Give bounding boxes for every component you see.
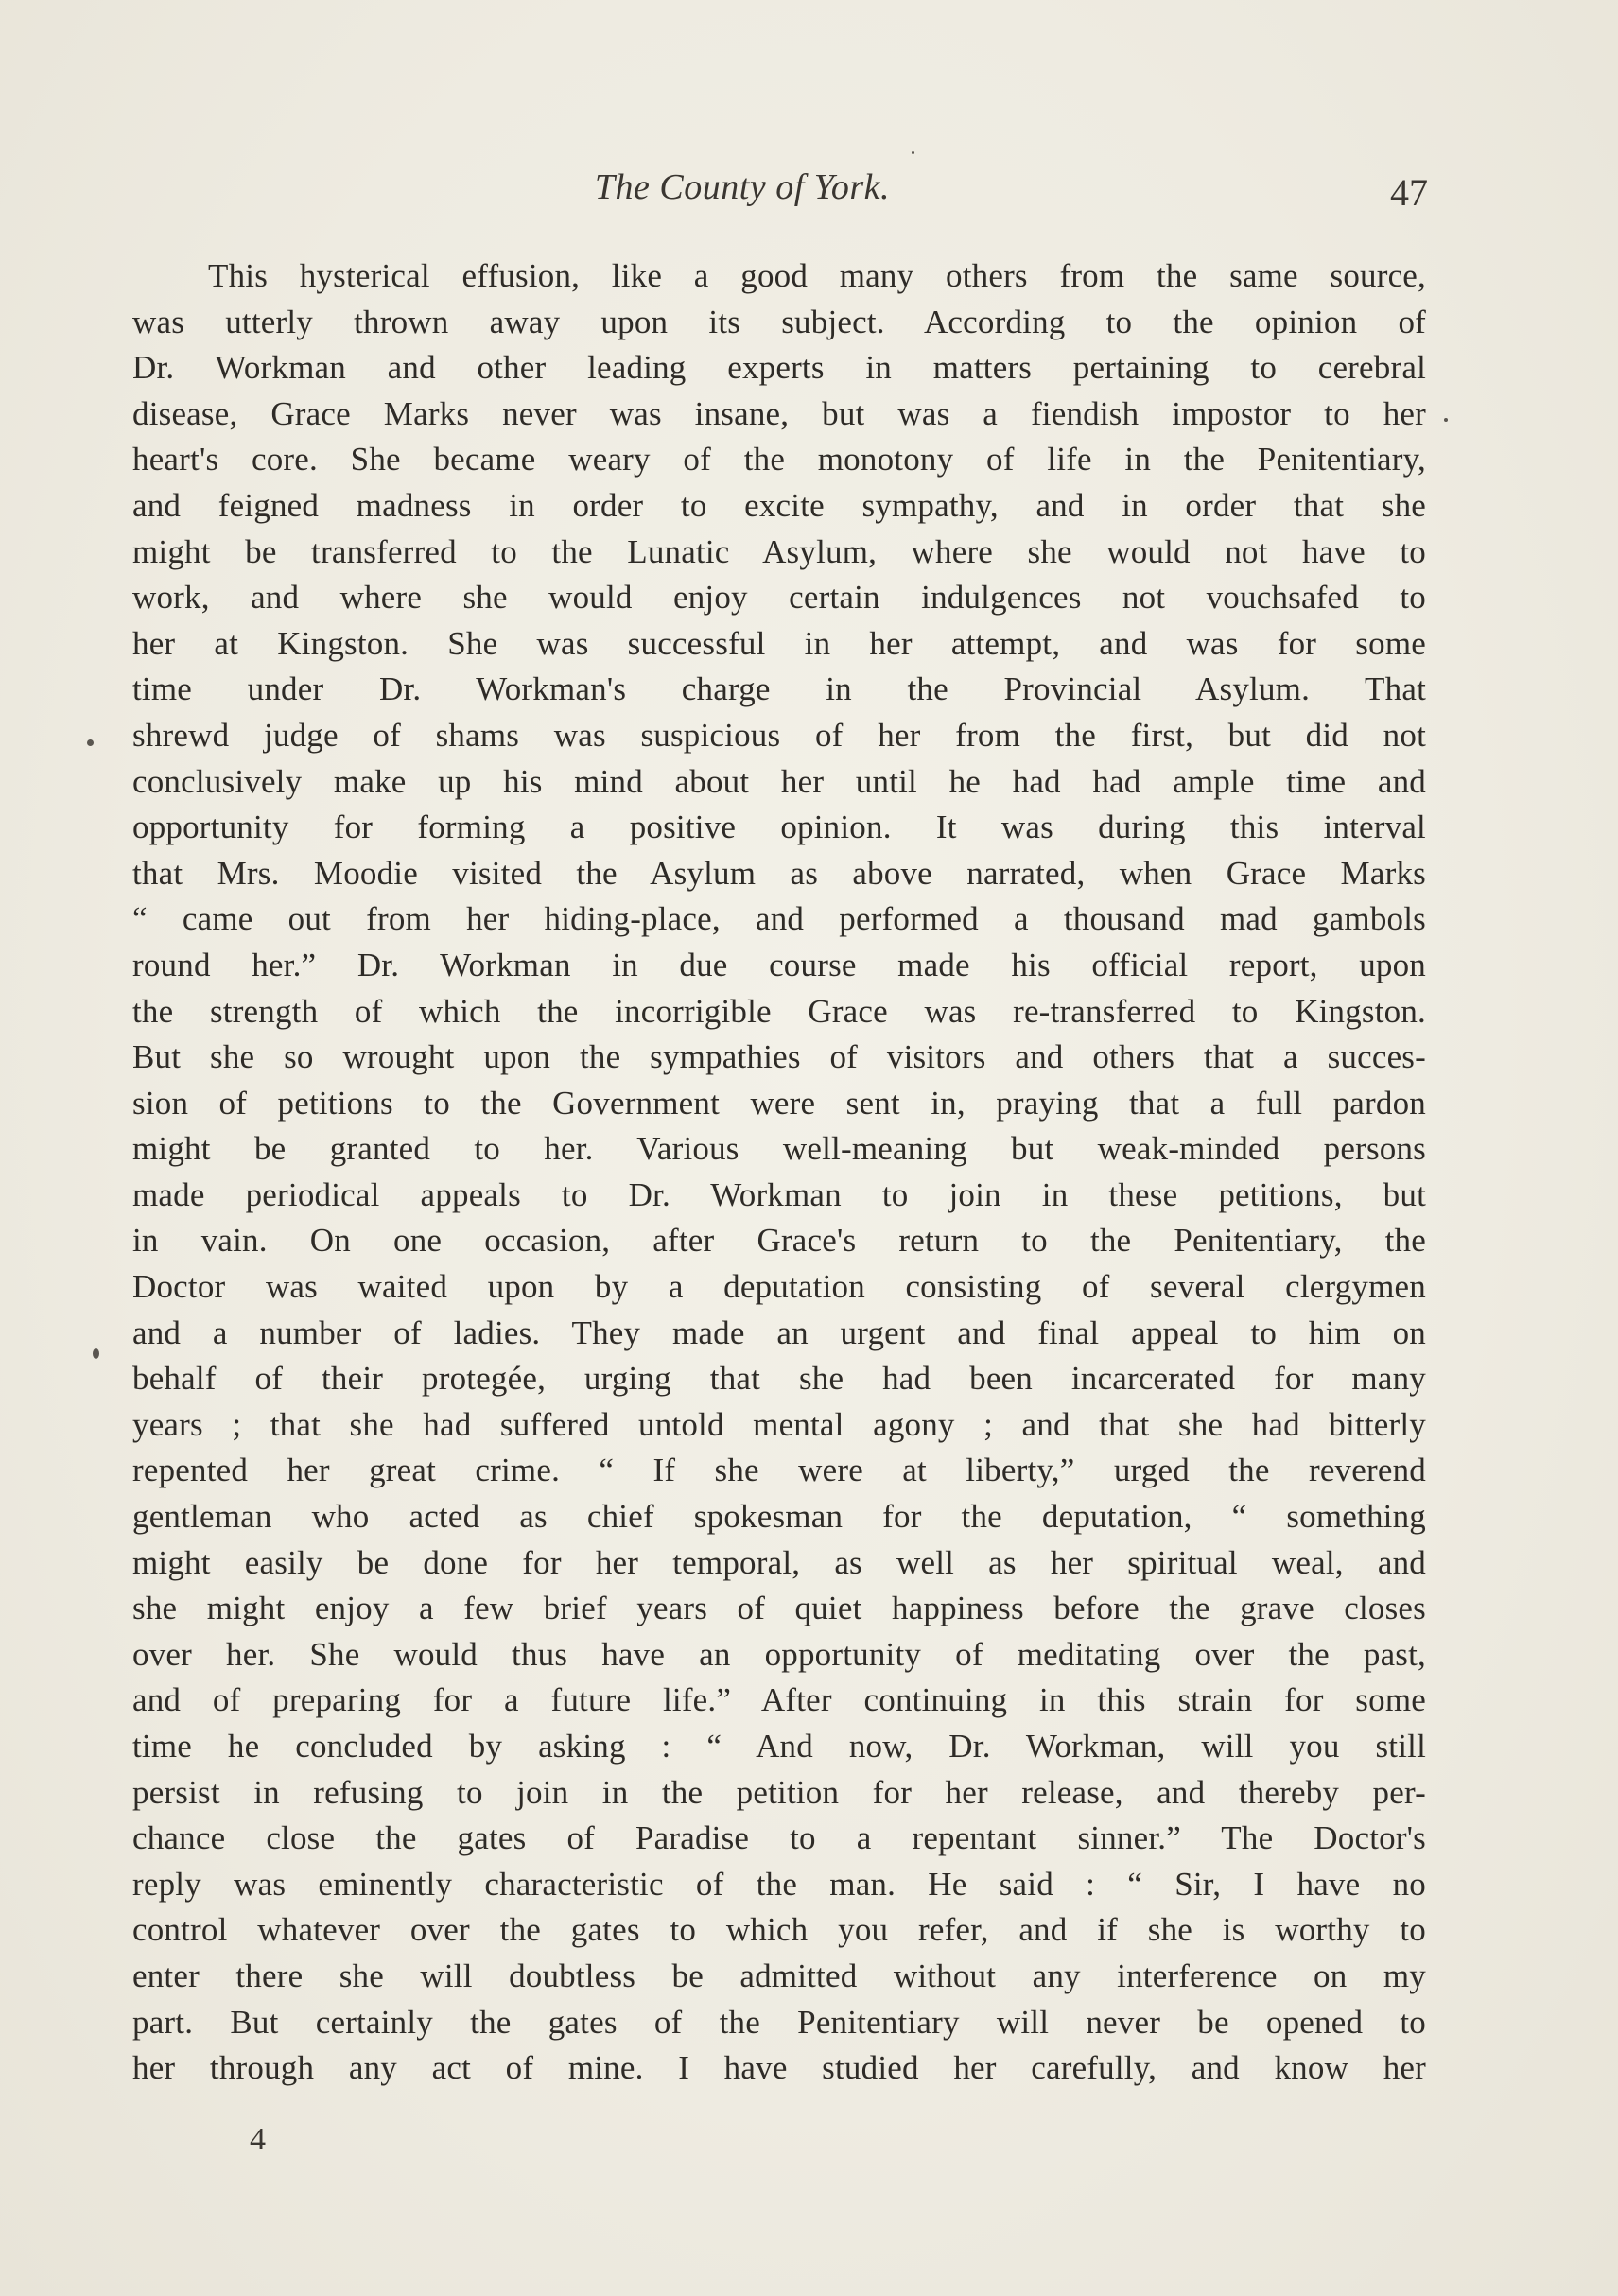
text-line: heart's core. She became weary of the monotony of life in the Penitentiary,: [132, 441, 1426, 478]
body-text: [132, 253, 1426, 2092]
text-line: time under Dr. Workman's charge in the Provincial Asylum. That: [132, 670, 1426, 708]
scan-speck: [93, 1348, 99, 1359]
text-line: gentleman who acted as chief spokesman for the deputation, “ something: [132, 1498, 1426, 1536]
text-line: her at Kingston. She was successful in her attempt, and was for some: [132, 624, 1426, 662]
text-line: sion of petitions to the Government were sent in, praying that a full pardon: [132, 1084, 1426, 1122]
text-line: Doctor was waited upon by a deputation consisting of several clergymen: [132, 1268, 1426, 1306]
text-line: But she so wrought upon the sympathies of visitors and others that a succes-: [132, 1038, 1426, 1076]
text-line: years ; that she had suffered untold mental agony ; and that she had bitterly: [132, 1405, 1426, 1443]
text-line: over her. She would thus have an opportunity of meditating over the past,: [132, 1635, 1426, 1673]
text-line: persist in refusing to join in the petition for her release, and thereby per-: [132, 1773, 1426, 1811]
text-line: might easily be done for her temporal, as well as her spiritual weal, and: [132, 1543, 1426, 1581]
text-line: that Mrs. Moodie visited the Asylum as above narrated, when Grace Marks: [132, 854, 1426, 892]
text-line: disease, Grace Marks never was insane, but was a fiendish impostor to her: [132, 394, 1426, 432]
text-line: and a number of ladies. They made an urgent and final appeal to him on: [132, 1313, 1426, 1351]
text-line: repented her great crime. “ If she were at liberty,” urged the reverend: [132, 1452, 1426, 1489]
running-title: The County of York.: [594, 167, 891, 207]
text-line: “ came out from her hiding-place, and performed a thousand mad gambols: [132, 900, 1426, 938]
text-line: might be transferred to the Lunatic Asylum, where she would not have to: [132, 532, 1426, 570]
scan-speck: [1444, 418, 1448, 422]
signature-mark: 4: [250, 2122, 266, 2157]
text-line: her through any act of mine. I have studied her carefully, and know her: [132, 2049, 1426, 2087]
text-line: made periodical appeals to Dr. Workman to join in these petitions, but: [132, 1175, 1426, 1213]
text-line: and of preparing for a future life.” After continuing in this strain for some: [132, 1681, 1426, 1719]
text-line: This hysterical effusion, like a good many others from the same source,: [208, 257, 1426, 294]
text-line: chance close the gates of Paradise to a repentant sinner.” The Doctor's: [132, 1819, 1426, 1857]
text-line: behalf of their protegée, urging that she had been incarcerated for many: [132, 1360, 1426, 1398]
text-line: control whatever over the gates to which you refer, and if she is worthy to: [132, 1911, 1426, 1949]
text-line: enter there she will doubtless be admitted without any interference on my: [132, 1957, 1426, 1994]
scan-speck: [912, 151, 914, 154]
text-line: time he concluded by asking : “ And now, Dr. Workman, will you still: [132, 1728, 1426, 1765]
text-line: in vain. On one occasion, after Grace's return to the Penitentiary, the: [132, 1222, 1426, 1260]
text-line: she might enjoy a few brief years of quiet happiness before the grave closes: [132, 1590, 1426, 1627]
scan-speck: [87, 739, 94, 746]
text-line: reply was eminently characteristic of the man. He said : “ Sir, I have no: [132, 1865, 1426, 1903]
text-line: the strength of which the incorrigible Grace was re-transferred to Kingston.: [132, 992, 1426, 1030]
text-line: might be granted to her. Various well-meaning but weak-minded persons: [132, 1130, 1426, 1168]
text-line: work, and where she would enjoy certain indulgences not vouchsafed to: [132, 579, 1426, 617]
text-line: part. But certainly the gates of the Penitentiary will never be opened to: [132, 2003, 1426, 2041]
text-line: shrewd judge of shams was suspicious of her from the first, but did not: [132, 716, 1426, 754]
text-line: opportunity for forming a positive opinion. It was during this interval: [132, 809, 1426, 846]
text-line: was utterly thrown away upon its subject. According to the opinion of: [132, 303, 1426, 340]
text-line: conclusively make up his mind about her until he had had ample time and: [132, 762, 1426, 800]
text-line: Dr. Workman and other leading experts in matters pertaining to cerebral: [132, 349, 1426, 387]
text-line: round her.” Dr. Workman in due course made his official report, upon: [132, 946, 1426, 983]
text-line: and feigned madness in order to excite sympathy, and in order that she: [132, 486, 1426, 524]
page-number: 47: [1390, 171, 1428, 214]
